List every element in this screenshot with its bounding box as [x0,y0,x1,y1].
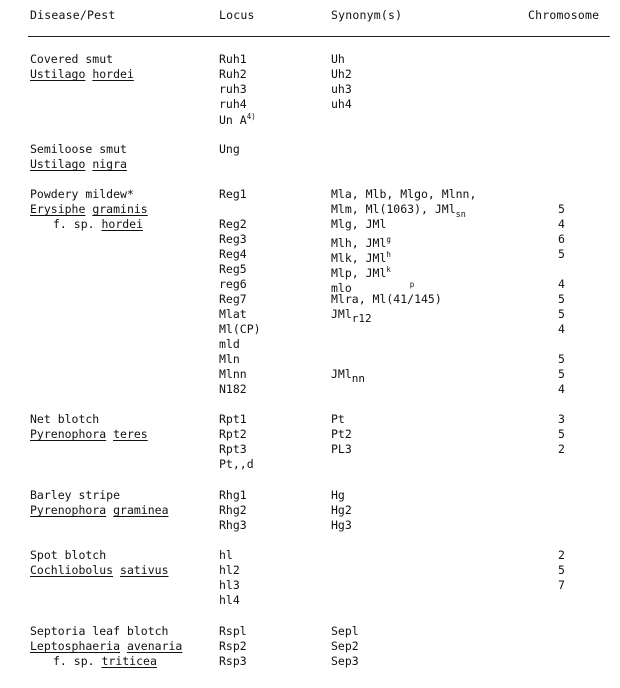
chromosome: 5 [558,352,565,366]
chromosome: 5 [558,292,565,306]
pest-name: Pyrenophora teres [30,427,148,441]
synonym: uh3 [331,82,352,96]
synonym: mlo $^p$ [331,280,415,295]
header-locus: Locus [219,8,255,22]
locus: Reg2 [219,217,247,231]
locus: Mln [219,352,240,366]
locus: Reg5 [219,262,247,276]
locus: Rpt2 [219,427,247,441]
synonym: PL3 [331,442,352,456]
synonym: Sep2 [331,639,359,653]
locus: hl3 [219,578,240,592]
locus: Rhg1 [219,488,247,502]
chromosome: 5 [558,367,565,381]
locus: Reg3 [219,232,247,246]
pest-name: Ustilago nigra [30,157,127,171]
chromosome: 7 [558,578,565,592]
chromosome: 2 [558,442,565,456]
locus: ruh3 [219,82,247,96]
synonym: JMlr12 [331,307,372,325]
locus: Rhg3 [219,518,247,532]
pest-name: Cochliobolus sativus [30,563,169,577]
locus: Rspl [219,624,247,638]
synonym: Mla, Mlb, Mlgo, Mlnn, [331,187,477,201]
synonym: Mlh, JMl$^g$ [331,235,391,250]
synonym: Sepl [331,624,359,638]
chromosome: 2 [558,548,565,562]
header-rule [28,36,610,37]
locus: Mlat [219,307,247,321]
locus: Mlnn [219,367,247,381]
chromosome: 5 [558,247,565,261]
synonym: Hg3 [331,518,352,532]
locus: Ruh1 [219,52,247,66]
synonym: Mlp, JMl$^k$ [331,265,391,280]
chromosome: 4 [558,322,565,336]
locus: Rpt1 [219,412,247,426]
locus: Rhg2 [219,503,247,517]
chromosome: 5 [558,202,565,216]
disease-name: Septoria leaf blotch [30,624,169,638]
synonym: Uh2 [331,67,352,81]
locus-note: 4) [246,112,256,121]
chromosome: 4 [558,277,565,291]
pest-name: Erysiphe graminis [30,202,148,216]
locus: Rpt3 [219,442,247,456]
forma-specialis: f. sp. hordei [53,217,144,231]
pest-name: Leptosphaeria avenaria [30,639,183,653]
locus: Rsp2 [219,639,247,653]
disease-name: Spot blotch [30,548,107,562]
locus: reg6 [219,277,247,291]
locus: Reg7 [219,292,247,306]
locus: Un $A^{4)}$ [219,112,256,127]
synonym: JMlnn [331,367,366,385]
header-chromosome: Chromosome [528,8,600,22]
disease-name: Net blotch [30,412,100,426]
disease-name: Powdery mildew* [30,187,134,201]
chromosome: 3 [558,412,565,426]
disease-name: Barley stripe [30,488,121,502]
locus: Pt,,d [219,457,254,471]
locus: hl [219,548,233,562]
locus: N182 [219,382,247,396]
header-disease: Disease/Pest [30,8,116,22]
locus: hl4 [219,593,240,607]
chromosome: 5 [558,427,565,441]
locus: mld [219,337,240,351]
pest-name: Pyrenophora graminea [30,503,169,517]
locus: Reg4 [219,247,247,261]
chromosome: 5 [558,563,565,577]
locus: Rsp3 [219,654,247,668]
synonym: Mlm, Ml(1063), JMl$_{sn}$ [331,202,466,220]
disease-name: Semiloose smut [30,142,127,156]
locus: Ung [219,142,240,156]
synonym: Hg2 [331,503,352,517]
synonym: Pt2 [331,427,352,441]
chromosome: 4 [558,382,565,396]
synonym: Hg [331,488,345,502]
synonym: Sep3 [331,654,359,668]
locus: Reg1 [219,187,247,201]
synonym: Pt [331,412,345,426]
header-synonyms: Synonym(s) [331,8,403,22]
chromosome: 4 [558,217,565,231]
locus: Ruh2 [219,67,247,81]
locus: Ml(CP) [219,322,261,336]
synonym: Mlra, Ml(41/145) [331,292,442,306]
pest-name: Ustilago hordei [30,67,134,81]
locus: hl2 [219,563,240,577]
chromosome: 5 [558,307,565,321]
disease-name: Covered smut [30,52,114,66]
synonym: Uh [331,52,345,66]
forma-specialis: f. sp. triticea [53,654,157,668]
synonym: uh4 [331,97,352,111]
synonym: Mlk, JMl$^h$ [331,250,391,265]
chromosome: 6 [558,232,565,246]
locus: ruh4 [219,97,247,111]
synonym: Mlg, JMl [331,217,387,231]
